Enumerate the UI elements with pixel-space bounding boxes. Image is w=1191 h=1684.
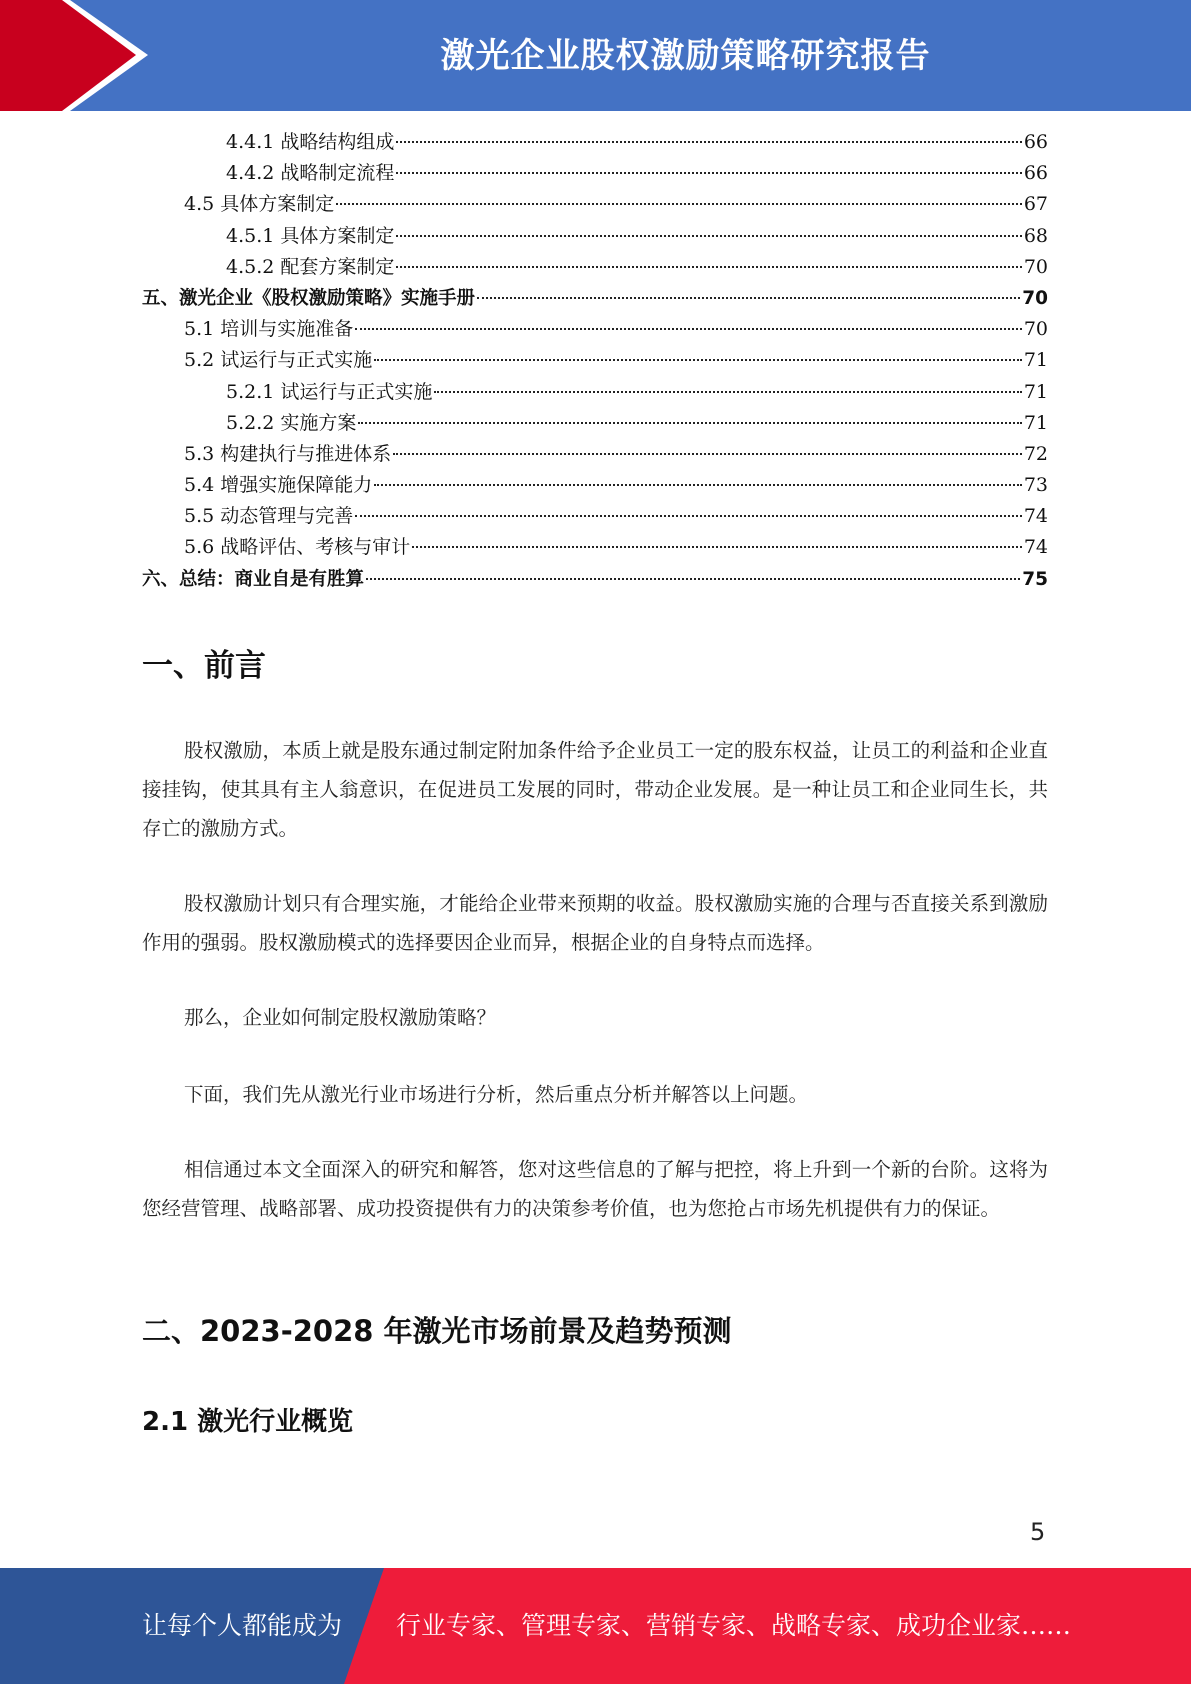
toc-entry-title: 六、总结：商业自是有胜算: [142, 568, 365, 590]
page-footer: [0, 1568, 1191, 1684]
toc-entry-page: 71: [1023, 349, 1048, 372]
header-title: 激光企业股权激励策略研究报告: [440, 36, 931, 76]
subsection-heading-overview: 2.1 激光行业概览: [142, 1407, 354, 1437]
toc-entry-page: 70: [1022, 287, 1048, 309]
toc-entry-page: 71: [1023, 411, 1048, 434]
section-heading-preface: 一、前言: [142, 648, 266, 684]
toc-dot-leader: [355, 328, 1022, 330]
toc-dot-leader: [434, 391, 1021, 393]
header-arrow-decoration: [0, 0, 200, 111]
toc-entry-page: 72: [1023, 442, 1048, 465]
toc-entry-page: 71: [1023, 380, 1048, 403]
toc-dot-leader: [412, 546, 1022, 548]
toc-dot-leader: [393, 453, 1022, 455]
toc-entry-title: 5.2.2 实施方案: [226, 411, 357, 434]
toc-dot-leader: [374, 484, 1022, 486]
toc-entry-page: 74: [1023, 536, 1048, 559]
paragraph: 股权激励计划只有合理实施，才能给企业带来预期的收益。股权激励实施的合理与否直接关系到激励作用的强弱。股权激励模式的选择要因企业而异，根据企业的自身特点而选择。: [142, 892, 1048, 954]
toc-entry[interactable]: [142, 127, 1048, 158]
toc-dot-leader: [396, 266, 1021, 268]
toc-entry-title: 5.2.1 试运行与正式实施: [226, 380, 433, 403]
toc-entry-title: 5.5 动态管理与完善: [184, 505, 354, 528]
toc-dot-leader: [396, 141, 1021, 143]
toc-entry-title: 5.1 培训与实施准备: [184, 318, 354, 341]
toc-entry[interactable]: [142, 283, 1048, 314]
toc-dot-leader: [366, 578, 1020, 580]
toc-entry-title: 5.4 增强实施保障能力: [184, 474, 373, 497]
toc-entry-title: 4.5.1 具体方案制定: [226, 224, 395, 247]
toc-entry-page: 73: [1023, 474, 1048, 497]
toc-entry-title: 5.6 战略评估、考核与审计: [184, 536, 411, 559]
toc-entry-title: 4.5.2 配套方案制定: [226, 255, 395, 278]
footer-slogan-left: 让每个人都能成为: [142, 1611, 343, 1640]
page-header: [0, 0, 1191, 111]
paragraph: 相信通过本文全面深入的研究和解答，您对这些信息的了解与把控，将上升到一个新的台阶。这将为您经营管理、战略部署、成功投资提供有力的决策参考价值，也为您抢占市场先机提供有力的保证。: [142, 1158, 1048, 1220]
toc-entry[interactable]: [142, 158, 1048, 189]
toc-entry-page: 68: [1023, 224, 1048, 247]
toc-entry-page: 70: [1023, 255, 1048, 278]
toc-entry-page: 66: [1023, 131, 1048, 153]
toc-entry[interactable]: [142, 564, 1048, 595]
toc-entry-page: 70: [1023, 318, 1048, 341]
table-of-contents: [142, 127, 1048, 595]
paragraph: 股权激励，本质上就是股东通过制定附加条件给予企业员工一定的股东权益，让员工的利益和企业直接挂钩，使其具有主人翁意识，在促进员工发展的同时，带动企业发展。是一种让员工和企业同生长，共存亡的激励方式。: [142, 739, 1048, 840]
toc-entry[interactable]: [142, 252, 1048, 283]
section-heading-market: 二、2023-2028 年激光市场前景及趋势预测: [142, 1314, 732, 1348]
toc-entry-page: 66: [1023, 162, 1048, 185]
toc-entry-page: 75: [1022, 568, 1048, 590]
toc-entry[interactable]: [142, 221, 1048, 252]
toc-dot-leader: [396, 172, 1021, 174]
toc-entry[interactable]: [142, 377, 1048, 408]
toc-dot-leader: [358, 422, 1021, 424]
toc-entry[interactable]: [142, 470, 1048, 501]
toc-entry-title: 4.5 具体方案制定: [184, 193, 335, 216]
toc-entry[interactable]: [142, 408, 1048, 439]
toc-entry-title: 5.2 试运行与正式实施: [184, 349, 373, 372]
toc-dot-leader: [396, 235, 1021, 237]
paragraph: 下面，我们先从激光行业市场进行分析，然后重点分析并解答以上问题。: [184, 1083, 809, 1106]
toc-entry[interactable]: [142, 345, 1048, 376]
toc-entry-title: 4.4.1 战略结构组成: [226, 131, 395, 153]
toc-dot-leader: [477, 297, 1020, 299]
toc-entry[interactable]: [142, 501, 1048, 532]
toc-entry-page: 67: [1023, 193, 1048, 216]
toc-entry-title: 五、激光企业《股权激励策略》实施手册: [142, 287, 476, 309]
toc-entry-page: 74: [1023, 505, 1048, 528]
toc-entry-title: 5.3 构建执行与推进体系: [184, 442, 392, 465]
toc-entry[interactable]: [142, 439, 1048, 470]
footer-slogan-right: 行业专家、管理专家、营销专家、战略专家、成功企业家……: [396, 1611, 1072, 1640]
page-number: 5: [1030, 1518, 1046, 1546]
toc-entry[interactable]: [142, 314, 1048, 345]
toc-entry[interactable]: [142, 189, 1048, 220]
paragraph: 那么，企业如何制定股权激励策略？: [184, 1006, 497, 1029]
toc-dot-leader: [336, 203, 1022, 205]
toc-dot-leader: [374, 359, 1022, 361]
toc-entry-title: 4.4.2 战略制定流程: [226, 162, 395, 185]
toc-dot-leader: [355, 515, 1022, 517]
toc-entry[interactable]: [142, 532, 1048, 563]
